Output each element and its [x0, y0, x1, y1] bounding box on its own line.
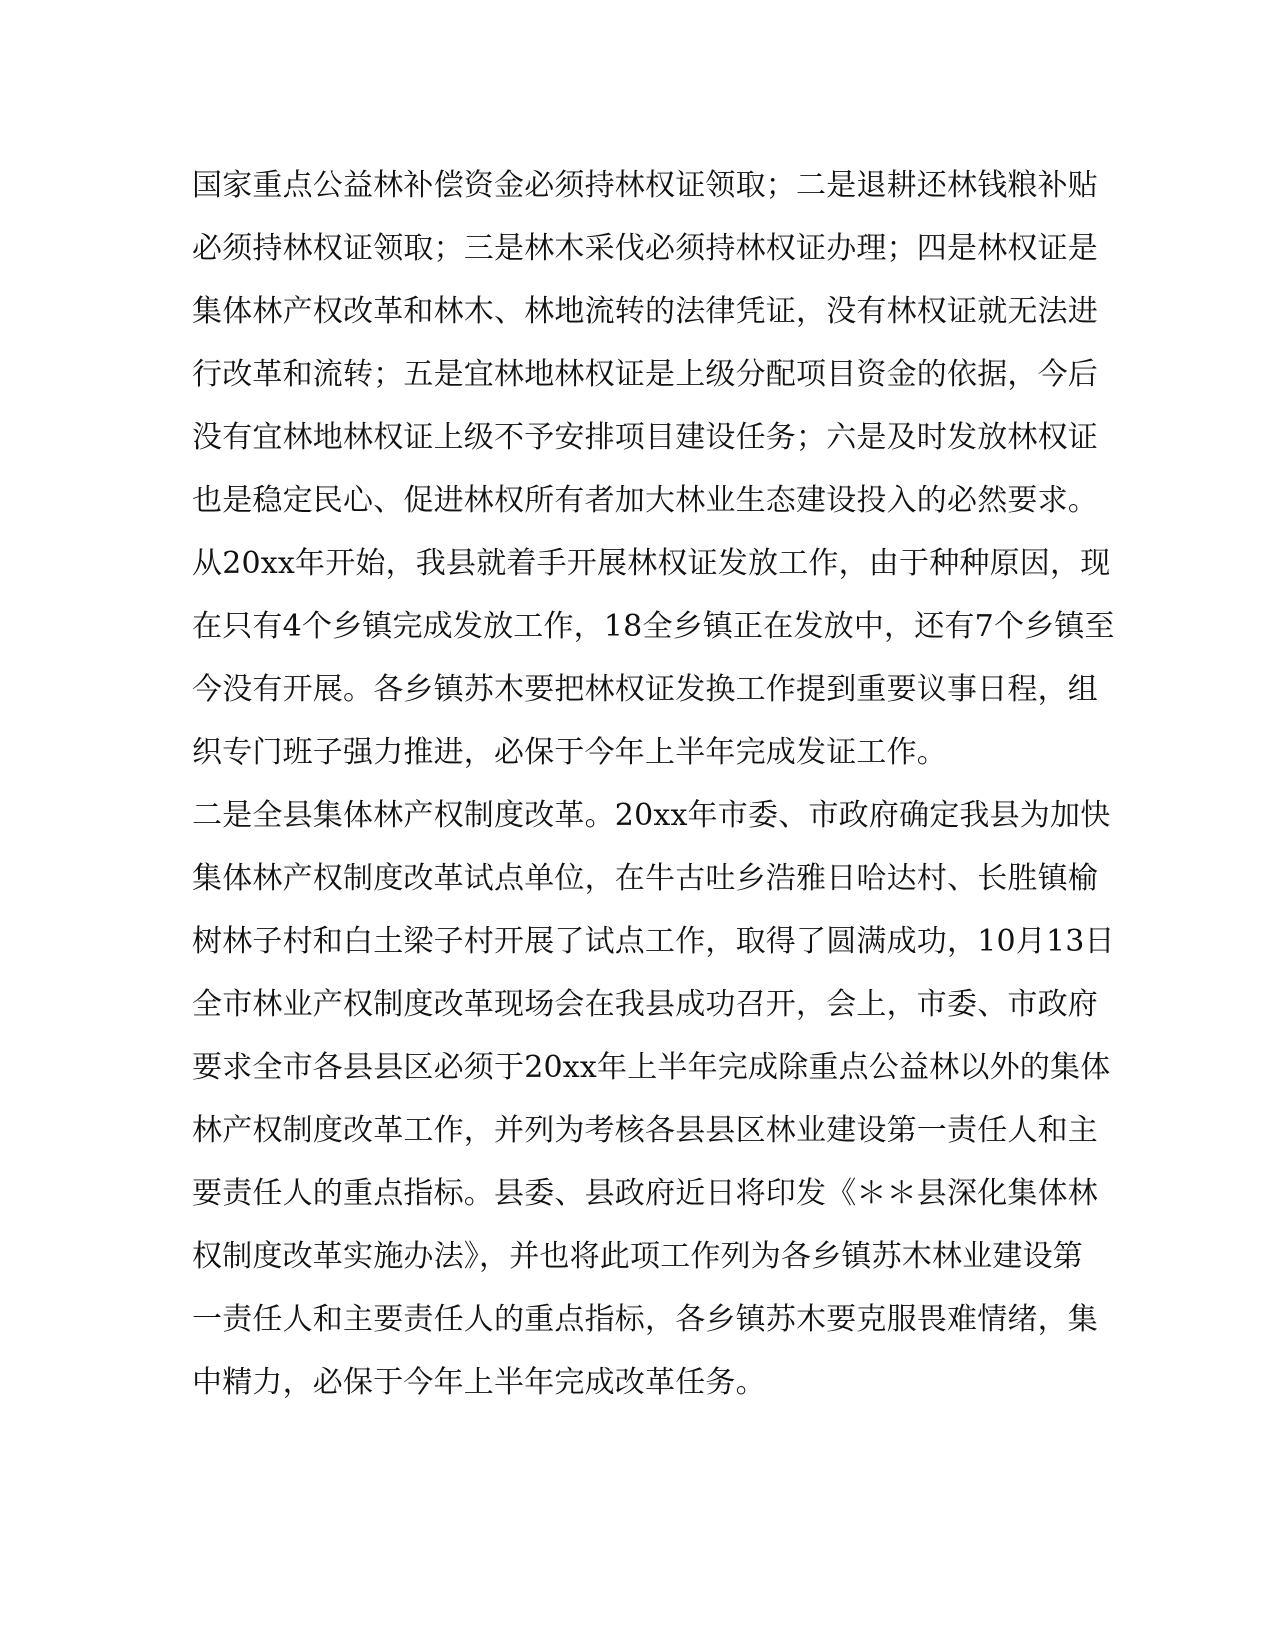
text-line: 要求全市各县县区必须于20xx年上半年完成除重点公益林以外的集体	[192, 1050, 1111, 1085]
text-line: 集体林产权制度改革试点单位，在牛古吐乡浩雅日哈达村、长胜镇榆	[192, 861, 1098, 896]
text-line: 全市林业产权制度改革现场会在我县成功召开，会上，市委、市政府	[192, 987, 1098, 1022]
text-line: 林产权制度改革工作，并列为考核各县县区林业建设第一责任人和主	[192, 1113, 1098, 1148]
text-line: 集体林产权改革和林木、林地流转的法律凭证，没有林权证就无法进	[192, 294, 1098, 329]
text-line: 从20xx年开始，我县就着手开展林权证发放工作，由于种种原因，现	[192, 546, 1111, 581]
text-line: 在只有4个乡镇完成发放工作，18全乡镇正在发放中，还有7个乡镇至	[192, 609, 1115, 644]
text-line: 中精力，必保于今年上半年完成改革任务。	[192, 1365, 766, 1400]
body-text	[192, 154, 1115, 1414]
text-line: 今没有开展。各乡镇苏木要把林权证发换工作提到重要议事日程，组	[192, 672, 1098, 707]
text-line: 织专门班子强力推进，必保于今年上半年完成发证工作。	[192, 735, 947, 770]
text-line: 一责任人和主要责任人的重点指标，各乡镇苏木要克服畏难情绪，集	[192, 1302, 1098, 1337]
text-line: 国家重点公益林补偿资金必须持林权证领取；二是退耕还林钱粮补贴	[192, 168, 1098, 203]
text-line: 权制度改革实施办法》，并也将此项工作列为各乡镇苏木林业建设第	[192, 1239, 1083, 1274]
text-line: 也是稳定民心、促进林权所有者加大林业生态建设投入的必然要求。	[192, 483, 1098, 518]
text-line: 要责任人的重点指标。县委、县政府近日将印发《＊＊县深化集体林	[192, 1176, 1098, 1211]
text-line: 没有宜林地林权证上级不予安排项目建设任务；六是及时发放林权证	[192, 420, 1098, 455]
text-line: 树林子村和白土梁子村开展了试点工作，取得了圆满成功，10月13日	[192, 924, 1115, 959]
text-line: 二是全县集体林产权制度改革。20xx年市委、市政府确定我县为加快	[192, 798, 1111, 833]
text-line: 行改革和流转；五是宜林地林权证是上级分配项目资金的依据，今后	[192, 357, 1098, 392]
text-line: 必须持林权证领取；三是林木采伐必须持林权证办理；四是林权证是	[192, 231, 1098, 266]
